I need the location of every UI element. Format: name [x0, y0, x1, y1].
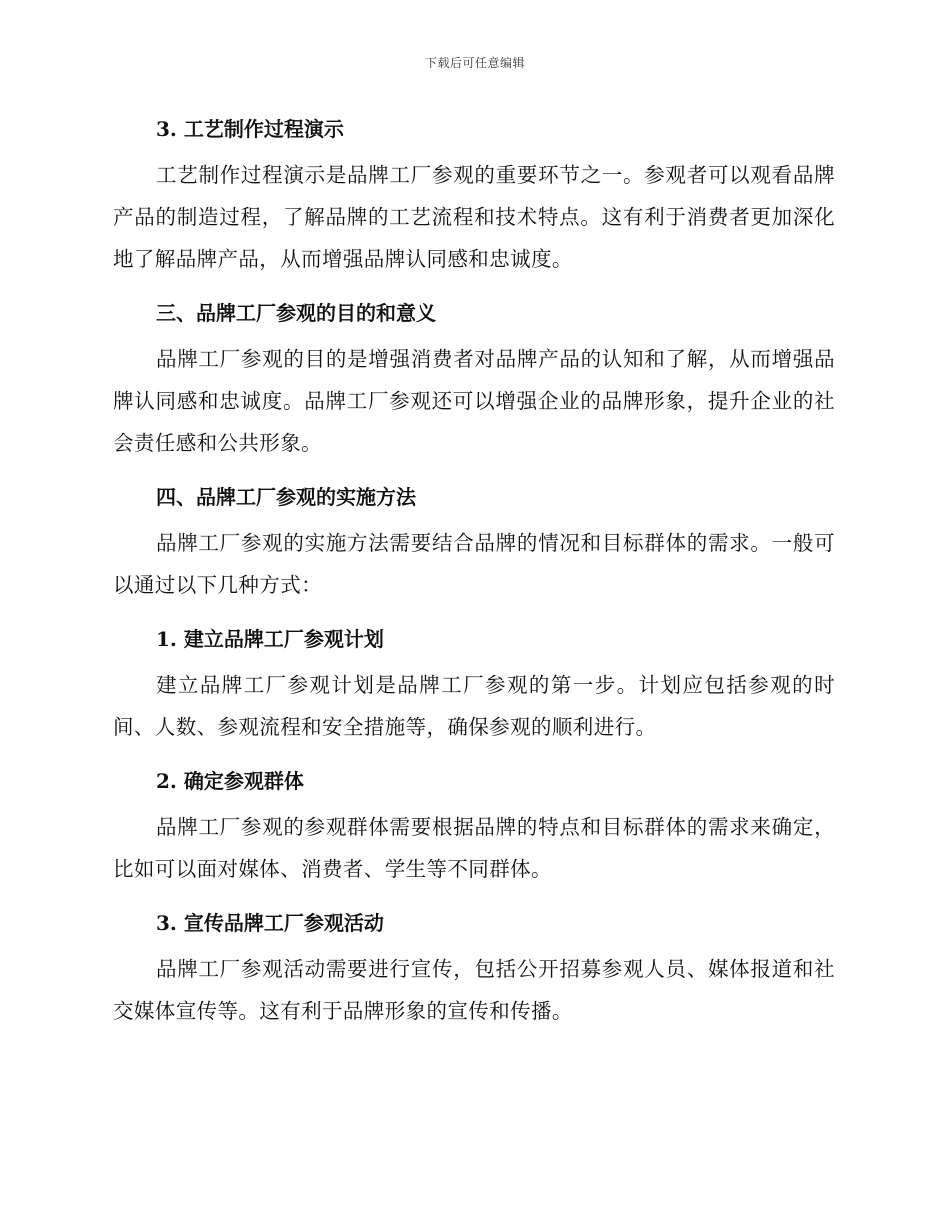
section-heading: 四、品牌工厂参观的实施方法	[156, 485, 416, 509]
section-paragraph: 品牌工厂参观的参观群体需要根据品牌的特点和目标群体的需求来确定，比如可以面对媒体、消费者、学生等不同群体。	[113, 815, 835, 881]
document-body	[113, 108, 835, 1044]
section-heading: 1. 建立品牌工厂参观计划	[156, 627, 384, 651]
section-paragraph: 品牌工厂参观活动需要进行宣传，包括公开招募参观人员、媒体报道和社交媒体宣传等。这有利于品牌形象的宣传和传播。	[113, 957, 835, 1023]
section-paragraph: 建立品牌工厂参观计划是品牌工厂参观的第一步。计划应包括参观的时间、人数、参观流程和安全措施等，确保参观的顺利进行。	[113, 673, 835, 739]
section-heading: 3. 工艺制作过程演示	[156, 117, 344, 141]
page-header-note: 下载后可任意编辑	[424, 56, 525, 70]
section-heading: 3. 宣传品牌工厂参观活动	[156, 911, 384, 935]
section-paragraph: 工艺制作过程演示是品牌工厂参观的重要环节之一。参观者可以观看品牌产品的制造过程，了解品牌的工艺流程和技术特点。这有利于消费者更加深化地了解品牌产品，从而增强品牌认同感和忠诚度。	[113, 163, 835, 271]
section-paragraph: 品牌工厂参观的目的是增强消费者对品牌产品的认知和了解，从而增强品牌认同感和忠诚度。品牌工厂参观还可以增强企业的品牌形象，提升企业的社会责任感和公共形象。	[113, 347, 835, 455]
section-heading: 三、品牌工厂参观的目的和意义	[156, 301, 436, 325]
section-heading: 2. 确定参观群体	[156, 769, 304, 793]
section-paragraph: 品牌工厂参观的实施方法需要结合品牌的情况和目标群体的需求。一般可以通过以下几种方式：	[113, 531, 835, 597]
